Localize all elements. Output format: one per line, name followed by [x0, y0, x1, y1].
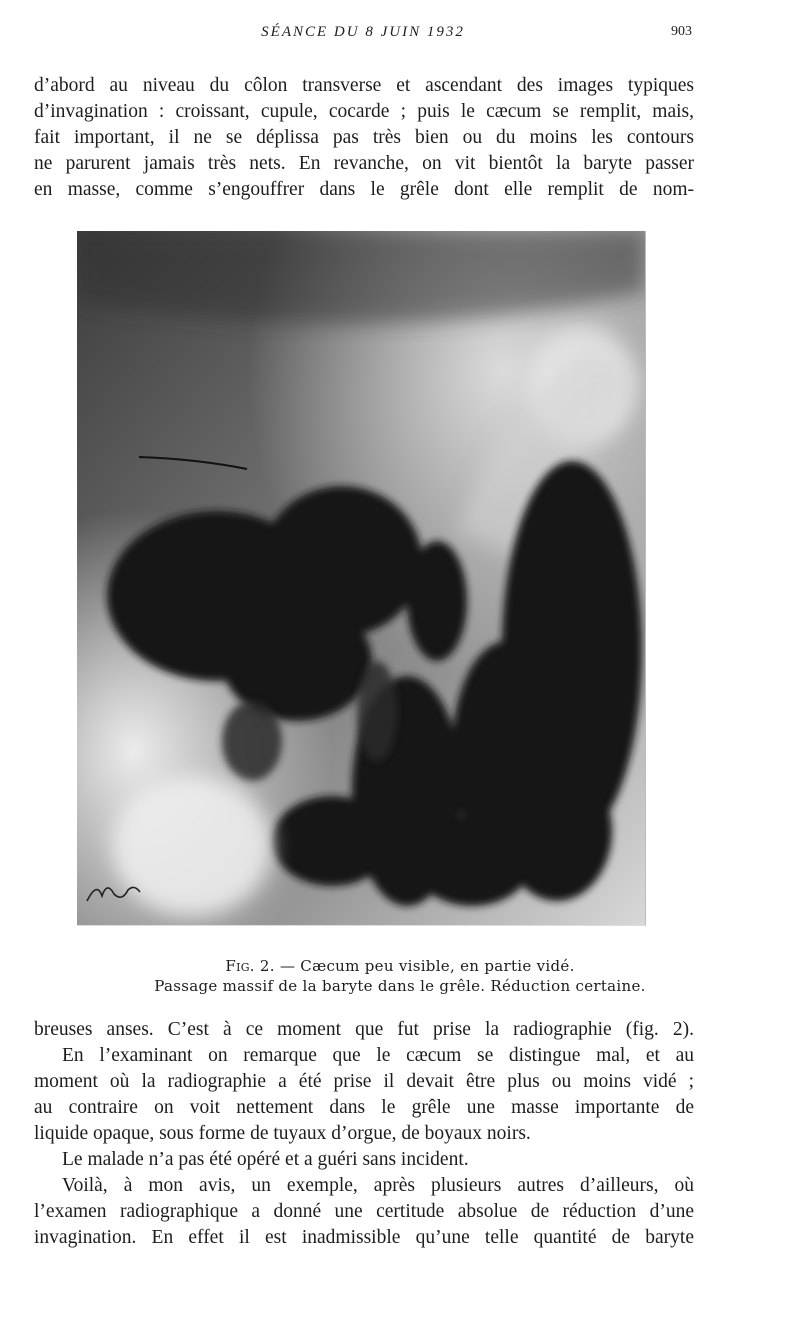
text-line: breuses anses. C’est à ce moment que fut prise la radiographie (fig. 2). — [34, 1019, 694, 1040]
caption-text-1: — Cæcum peu visible, en partie vidé. — [279, 957, 575, 975]
running-head — [0, 24, 800, 44]
radiograph-image — [77, 231, 645, 925]
figure-caption — [60, 956, 740, 996]
text-line: en masse, comme s’engouffrer dans le grêle dont elle remplit de nom- — [34, 179, 694, 200]
radiograph-figure — [77, 231, 646, 926]
caption-label: Fig. 2. — [225, 957, 275, 975]
caption-line-1 — [60, 956, 740, 976]
text-line: moment où la radiographie a été prise il devait être plus ou moins vidé ; — [34, 1071, 694, 1092]
text-line: fait important, il ne se déplissa pas très bien ou du moins les contours — [34, 127, 694, 148]
text-line: ne parurent jamais très nets. En revanche, on vit bientôt la baryte passer — [34, 153, 694, 174]
paragraph-bottom — [34, 1017, 694, 1251]
text-line: liquide opaque, sous forme de tuyaux d’orgue, de boyaux noirs. — [34, 1123, 531, 1144]
text-line: au contraire on voit nettement dans le grêle une masse importante de — [34, 1097, 694, 1118]
text-line: l’examen radiographique a donné une certitude absolue de réduction d’une — [34, 1201, 694, 1222]
text-line: invagination. En effet il est inadmissible qu’une telle quantité de baryte — [34, 1227, 694, 1248]
text-line: Voilà, à mon avis, un exemple, après plusieurs autres d’ailleurs, où — [62, 1175, 694, 1196]
page-number: 903 — [671, 24, 692, 39]
text-line: En l’examinant on remarque que le cæcum se distingue mal, et au — [62, 1045, 694, 1066]
paragraph-top — [34, 73, 694, 203]
caption-line-2: Passage massif de la baryte dans le grêle. Réduction certaine. — [154, 977, 646, 995]
text-line: d’abord au niveau du côlon transverse et ascendant des images typiques — [34, 75, 694, 96]
text-line: Le malade n’a pas été opéré et a guéri sans incident. — [62, 1149, 469, 1170]
text-line: d’invagination : croissant, cupule, cocarde ; puis le cæcum se remplit, mais, — [34, 101, 694, 122]
running-title: SÉANCE DU 8 JUIN 1932 — [261, 24, 465, 40]
